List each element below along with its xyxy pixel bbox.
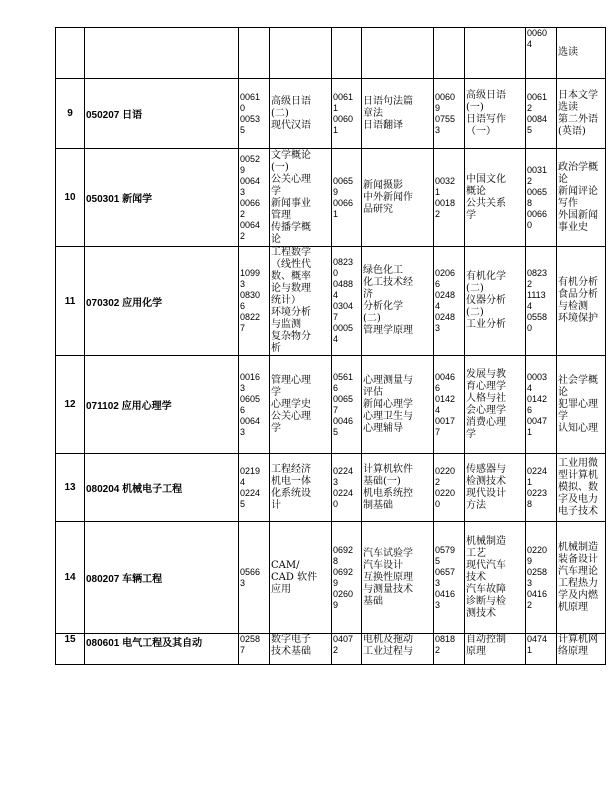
course-name-cell: 数字电子 技术基础: [270, 634, 332, 665]
table-row: [56, 28, 606, 79]
course-code-cell: [434, 28, 465, 79]
course-code-cell: 0060 9 0755 3: [434, 79, 465, 149]
course-name-cell: 选读: [557, 28, 606, 79]
course-name-cell: 管理心理 学 心理学史 公关心理 学: [270, 356, 332, 454]
course-name-cell: 电机及拖动 工业过程与: [362, 634, 434, 665]
course-code-cell: 0224 1 0223 8: [526, 454, 557, 522]
course-code-cell: 0031 2 0065 8 0066 0: [526, 149, 557, 247]
table-row: [56, 356, 606, 454]
course-name-cell: 工程经济 机电一体 化系统设 计: [270, 454, 332, 522]
course-name-cell: [270, 28, 332, 79]
table-row: [56, 454, 606, 522]
course-code-cell: 0061 2 0084 5: [526, 79, 557, 149]
table-row: [56, 79, 606, 149]
row-number-cell: 10: [56, 149, 85, 247]
major-name-cell: 080601 电气工程及其自动: [85, 634, 239, 665]
course-name-cell: 日语句法篇 章法 日语翻译: [362, 79, 434, 149]
course-code-cell: 0579 5 0657 3 0416 3: [434, 522, 465, 634]
course-code-cell: 1099 3 0830 6 0822 7: [239, 247, 270, 356]
major-name-cell: 050207 日语: [85, 79, 239, 149]
course-code-cell: 0065 9 0066 1: [332, 149, 362, 247]
course-name-cell: 文学概论 (一) 公关心理 学 新闻事业 管理 传播学概 论: [270, 149, 332, 247]
course-code-cell: 0692 8 0692 9 0260 9: [332, 522, 362, 634]
course-name-cell: 有机分析 食品分析 与检测 环境保护: [557, 247, 606, 356]
course-name-cell: 工程数学 （线性代 数、概率 论与数理 统计） 环境分析 与监测 复杂物分 析: [270, 247, 332, 356]
course-code-cell: 0823 2 1113 4 0558 0: [526, 247, 557, 356]
course-code-cell: 0823 0 0488 4 0304 7 0005 4: [332, 247, 362, 356]
course-table-body: [56, 28, 606, 665]
course-code-cell: 0220 2 0220 0: [434, 454, 465, 522]
major-name-cell: 070302 应用化学: [85, 247, 239, 356]
course-name-cell: 传感器与 检测技术 现代设计 方法: [465, 454, 526, 522]
course-name-cell: 社会学概 论 犯罪心理 学 认知心理: [557, 356, 606, 454]
course-name-cell: 高级日语 (二) 现代汉语: [270, 79, 332, 149]
course-code-cell: 0818 2: [434, 634, 465, 665]
course-code-cell: 0016 3 0605 6 0064 3: [239, 356, 270, 454]
course-code-cell: 0561 6 0065 7 0046 5: [332, 356, 362, 454]
major-name-cell: 050301 新闻学: [85, 149, 239, 247]
table-row: [56, 247, 606, 356]
course-code-cell: 0566 3: [239, 522, 270, 634]
course-name-cell: 工业用微 型计算机 模拟、数 字及电力 电子技术: [557, 454, 606, 522]
course-code-cell: 0258 7: [239, 634, 270, 665]
course-name-cell: 机械制造 装备设计 汽车理论 工程热力 学及内燃 机原理: [557, 522, 606, 634]
course-table: [55, 27, 606, 665]
course-code-cell: 0046 6 0142 4 0017 7: [434, 356, 465, 454]
course-name-cell: 日本文学 选读 第二外语 (英语): [557, 79, 606, 149]
row-number-cell: 12: [56, 356, 85, 454]
row-number-cell: 15: [56, 634, 85, 665]
major-name-cell: 071102 应用心理学: [85, 356, 239, 454]
course-code-cell: 0003 4 0142 6 0047 1: [526, 356, 557, 454]
course-name-cell: 高级日语 (一) 日语写作 （一）: [465, 79, 526, 149]
course-code-cell: 0032 1 0018 2: [434, 149, 465, 247]
course-code-cell: 0474 1: [526, 634, 557, 665]
row-number-cell: [56, 28, 85, 79]
course-code-cell: 0206 6 0248 4 0248 3: [434, 247, 465, 356]
major-name-cell: [85, 28, 239, 79]
course-code-cell: 0060 4: [526, 28, 557, 79]
course-name-cell: 自动控制 原理: [465, 634, 526, 665]
course-name-cell: 新闻摄影 中外新闻作 品研究: [362, 149, 434, 247]
course-name-cell: [465, 28, 526, 79]
course-code-cell: 0407 2: [332, 634, 362, 665]
course-name-cell: [362, 28, 434, 79]
course-name-cell: CAM/ CAD 软件 应用: [270, 522, 332, 634]
course-name-cell: 机械制造 工艺 现代汽车 技术 汽车故障 诊断与检 测技术: [465, 522, 526, 634]
course-name-cell: 绿色化工 化工技术经 济 分析化学 (二) 管理学原理: [362, 247, 434, 356]
table-row: [56, 522, 606, 634]
course-code-cell: 0052 9 0064 3 0066 2 0064 2: [239, 149, 270, 247]
course-name-cell: 计算机软件 基础(一) 机电系统控 制基础: [362, 454, 434, 522]
major-name-cell: 080204 机械电子工程: [85, 454, 239, 522]
course-code-cell: [332, 28, 362, 79]
row-number-cell: 11: [56, 247, 85, 356]
row-number-cell: 9: [56, 79, 85, 149]
course-name-cell: 有机化学 (二) 仪器分析 (二) 工业分析: [465, 247, 526, 356]
table-row: [56, 634, 606, 665]
course-code-cell: 0061 1 0060 1: [332, 79, 362, 149]
course-name-cell: 发展与教 育心理学 人格与社 会心理学 消费心理 学: [465, 356, 526, 454]
course-name-cell: 政治学概 论 新闻评论 写作 外国新闻 事业史: [557, 149, 606, 247]
course-name-cell: 计算机网 络原理: [557, 634, 606, 665]
course-code-cell: 0219 4 0224 5: [239, 454, 270, 522]
row-number-cell: 13: [56, 454, 85, 522]
course-code-cell: [239, 28, 270, 79]
course-code-cell: 0224 3 0224 0: [332, 454, 362, 522]
course-code-cell: 0061 0 0053 5: [239, 79, 270, 149]
course-name-cell: 心理测量与 评估 新闻心理学 心理卫生与 心理辅导: [362, 356, 434, 454]
major-name-cell: 080207 车辆工程: [85, 522, 239, 634]
course-code-cell: 0220 9 0258 3 0416 2: [526, 522, 557, 634]
course-name-cell: 中国文化 概论 公共关系 学: [465, 149, 526, 247]
table-row: [56, 149, 606, 247]
course-name-cell: 汽车试验学 汽车设计 互换性原理 与测量技术 基础: [362, 522, 434, 634]
row-number-cell: 14: [56, 522, 85, 634]
